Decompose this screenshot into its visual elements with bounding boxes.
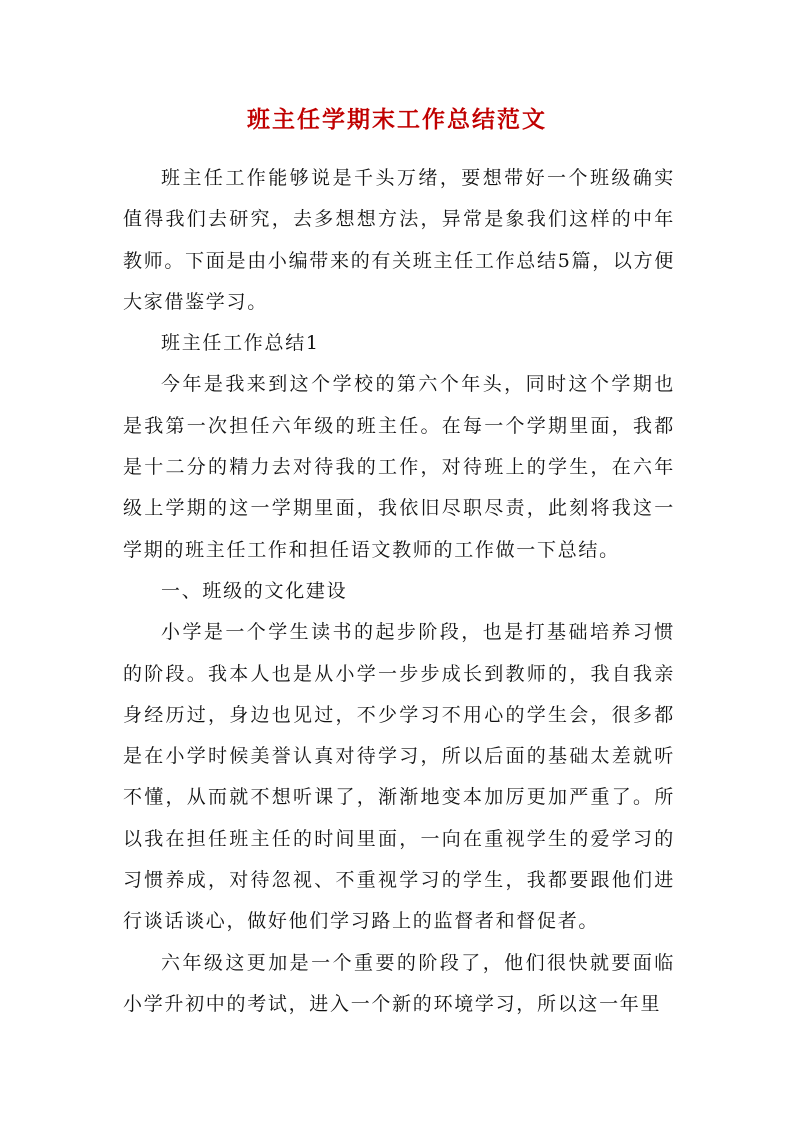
section-heading-summary-1: 班主任工作总结1 bbox=[161, 332, 320, 355]
section-heading-class-culture: 一、班级的文化建设 bbox=[161, 579, 348, 602]
paragraph-class-culture: 小学是一个学生读书的起步阶段，也是打基础培养习惯的阶段。我本人也是从小学一步步成长到教师的，我自我亲身经历过，身边也见过，不少学习不用心的学生会，很多都是在小学时候美誉认真对待学习，所以后面的基础太差就听不懂，从而就不想听课了，渐渐地变本加厉更加严重了。所以我在担任班主任的时间里面，一向在重视学生的爱学习的习惯养成，对待忽视、不重视学习的学生，我都要跟他们进行谈话谈心，做好他们学习路上的监督者和督促者。 bbox=[123, 621, 675, 933]
document-title: 班主任学期末工作总结范文 bbox=[247, 106, 547, 133]
document-body bbox=[123, 158, 675, 1025]
paragraph-grade-six: 六年级这更加是一个重要的阶段了，他们很快就要面临小学升初中的考试，进入一个新的环境学习，所以这一年里 bbox=[123, 951, 675, 1015]
paragraph-intro: 班主任工作能够说是千头万绪，要想带好一个班级确实值得我们去研究，去多想想方法，异常是象我们这样的中年教师。下面是由小编带来的有关班主任工作总结5篇，以方便大家借鉴学习。 bbox=[123, 167, 675, 313]
paragraph-summary-1-intro: 今年是我来到这个学校的第六个年头，同时这个学期也是我第一次担任六年级的班主任。在每一个学期里面，我都是十二分的精力去对待我的工作，对待班上的学生，在六年级上学期的这一学期里面，我依旧尽职尽责，此刻将我这一学期的班主任工作和担任语文教师的工作做一下总结。 bbox=[123, 373, 675, 561]
